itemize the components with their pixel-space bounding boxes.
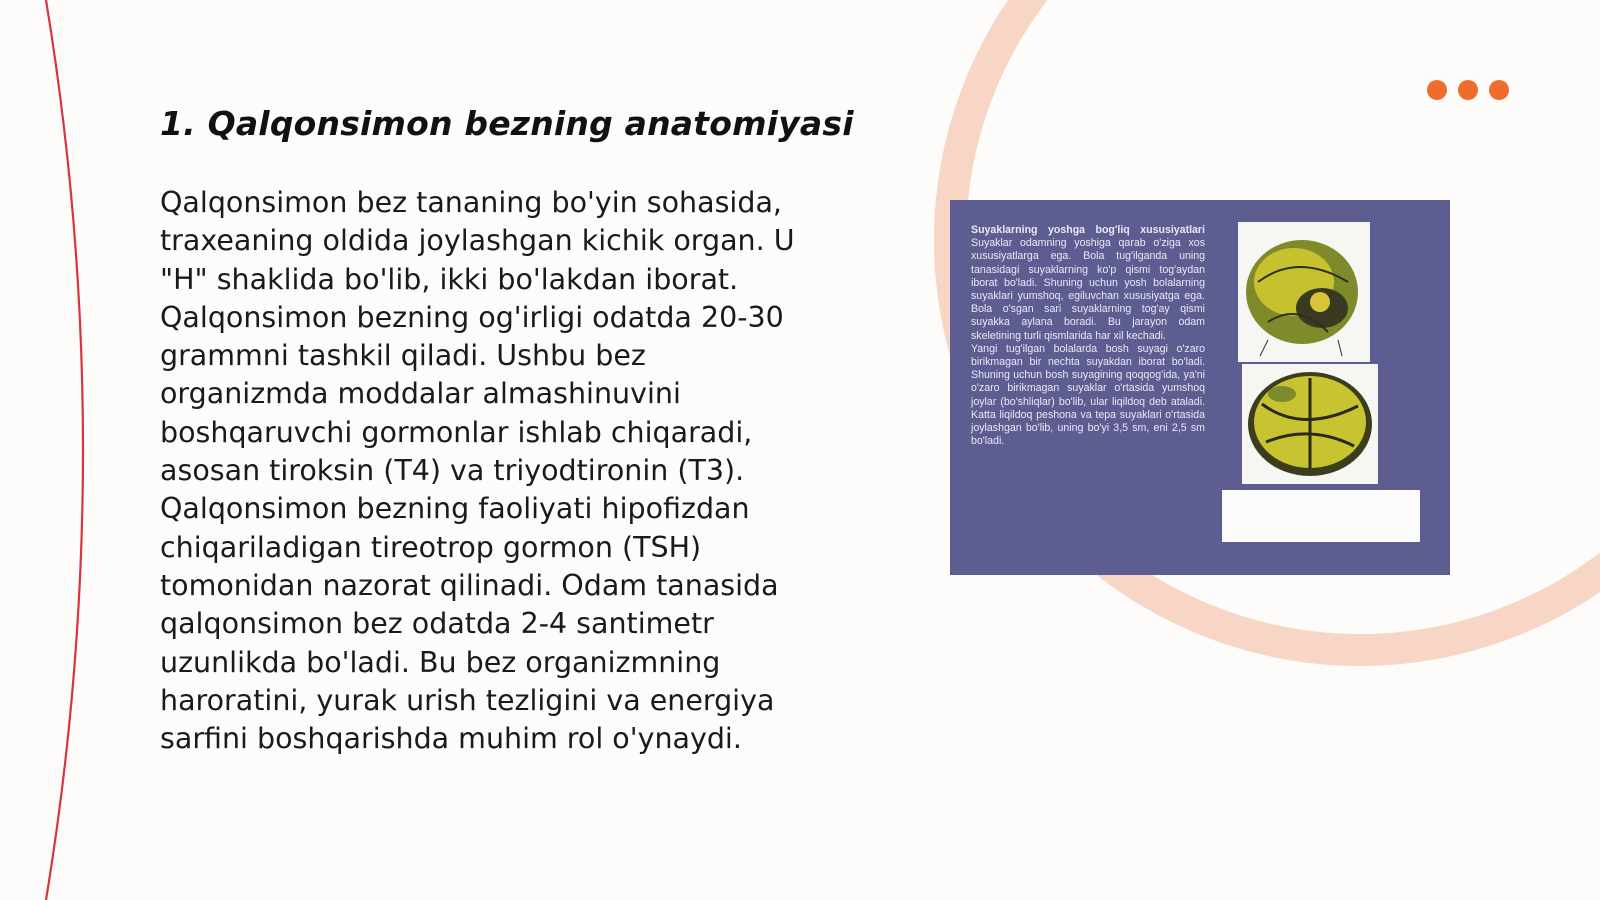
dot-icon [1489, 80, 1509, 100]
figure-paragraph-2: Yangi tug'ilgan bolalarda bosh suyagi o'zaro birikmagan bir nechta suyakdan iborat bo'ladi. Shuning uchun bosh suyagining qoqqog'ida, ya'ni o'zaro birikmagan suyaklar o'rtasida yumshoq joylar (bo'shliqlar) bo'lib, ular liqildoq deb ataladi. Katta liqildoq peshona va tepa suyaklari o'rtasida joylashgan bo'lib, uning bo'yi 3,5 sm, eni 2,5 sm bo'ladi. [971, 342, 1205, 448]
skull-top-image [1242, 364, 1378, 484]
slide-title: 1. Qalqonsimon bezning anatomiyasi [160, 104, 854, 143]
skull-side-drawing [1238, 222, 1370, 362]
figure-paragraph-1: Suyaklar odamning yoshiga qarab o'ziga xos xususiyatlarga ega. Bola tug'ilganda uning tanasidagi suyaklarning ko'p qismi tog'aydan iborat bo'ladi. Shuning uchun yosh bolalarning suyaklari yumshoq, egiluvchan xususiyatga ega. Bola o'sgan sari suyaklarning tog'ay qismi suyakka aylana boradi. Bu jarayon odam skeletining turli qismlarida har xil kechadi. [971, 237, 1205, 342]
skull-side-image [1238, 222, 1370, 362]
figure-caption-box [1222, 490, 1420, 542]
left-curve-line [46, 0, 83, 900]
textbook-figure [950, 200, 1450, 575]
figure-text [971, 224, 1205, 448]
slide-body-text: Qalqonsimon bez tananing bo'yin sohasida, traxeaning oldida joylashgan kichik organ. U "H" shaklida bo'lib, ikki bo'lakdan iborat. Qalqonsimon bezning og'irligi odatda 20-30 grammni tashkil qiladi. Ushbu bez organizmda moddalar almashinuvini boshqaruvchi gormonlar ishlab chiqaradi, asosan tiroksin (T4) va triyodtironin (T3). Qalqonsimon bezning faoliyati hipofizdan chiqariladigan tireotrop gormon (TSH) tomonidan nazorat qilinadi. Odam tanasida qalqonsimon bez odatda 2-4 santimetr uzunlikda bo'ladi. Bu bez organizmning haroratini, yurak urish tezligini va energiya sarfini boshqarishda muhim rol o'ynaydi. [160, 186, 795, 756]
figure-heading: Suyaklarning yoshga bog'liq xususiyatlari [971, 224, 1205, 236]
dot-icon [1458, 80, 1478, 100]
dots-decoration [1427, 80, 1509, 100]
skull-top-drawing [1242, 364, 1378, 484]
dot-icon [1427, 80, 1447, 100]
